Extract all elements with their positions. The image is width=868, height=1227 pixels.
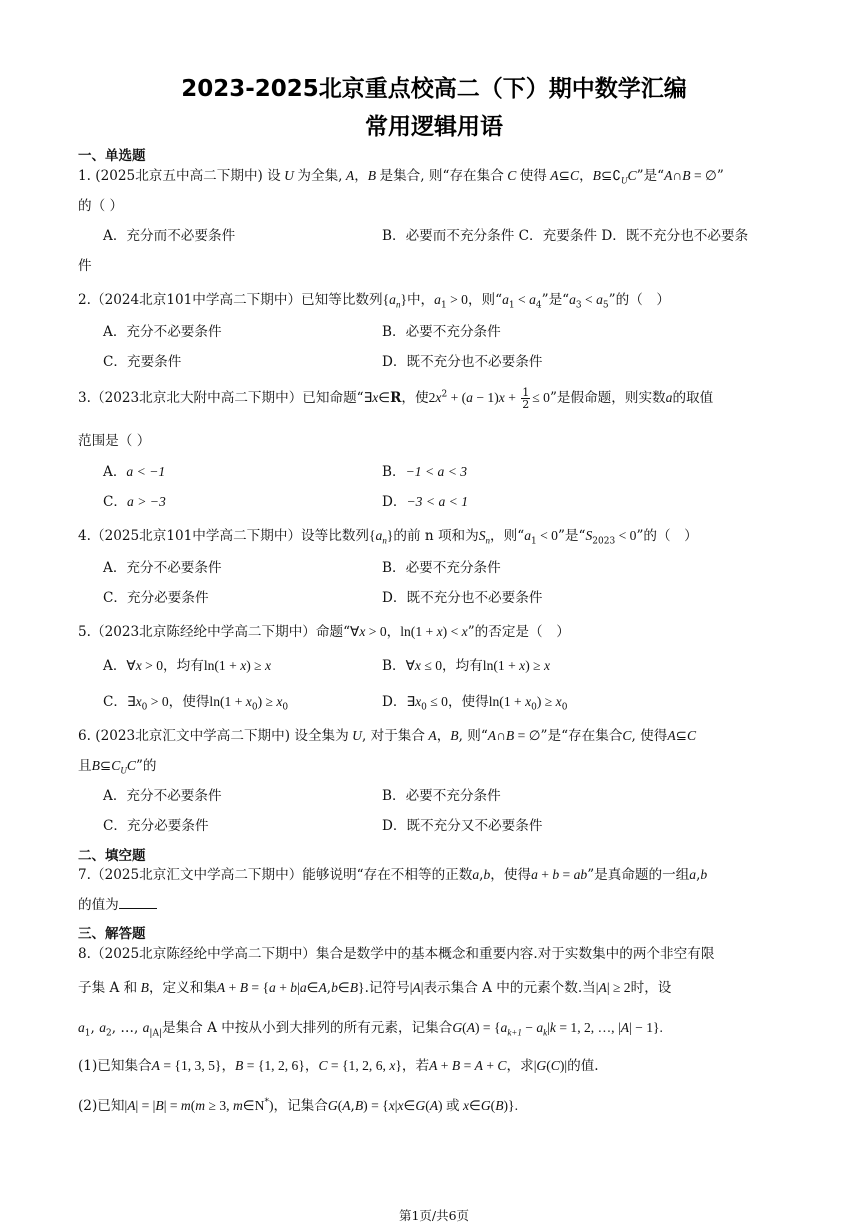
text: 时，设 bbox=[630, 980, 672, 996]
question-3-option-c bbox=[103, 490, 166, 510]
text: ，定义和集 bbox=[148, 980, 217, 996]
question-6-option-b: B．必要不充分条件 bbox=[382, 788, 501, 804]
text: (2)已知 bbox=[78, 1098, 125, 1114]
question-5-option-a: A．∀x > 0，均有ln(1 + x) ≥ x bbox=[103, 658, 272, 674]
text: ， bbox=[304, 1058, 319, 1074]
text: ，记集合 bbox=[273, 1098, 328, 1114]
question-1-line2: 的（ ） bbox=[78, 198, 124, 214]
text: 为全集, bbox=[297, 168, 343, 184]
text: B． bbox=[382, 658, 406, 674]
text: ，使得 bbox=[490, 867, 532, 883]
text: ，若 bbox=[401, 1058, 430, 1074]
text: ”的否定是（ ） bbox=[467, 624, 570, 640]
document-title: 2023-2025北京重点校高二（下）期中数学汇编 bbox=[181, 76, 687, 102]
question-4-stem: 4.（2025北京101中学高二下期中）设等比数列$\{a_n\}$的前 n 项和为$S_n$，则“$a_1 < 0$”是“$S_{2023} < 0$”的（ ） bbox=[78, 528, 698, 547]
text: a < −1 bbox=[126, 464, 166, 479]
text: ，则“ bbox=[467, 292, 503, 308]
text: ，均有 bbox=[163, 658, 204, 674]
text: A． bbox=[103, 464, 127, 480]
text: B． bbox=[382, 464, 406, 480]
question-1-option-a: A．充分而不必要条件 bbox=[103, 228, 236, 244]
page-footer: 第1页/共6页 bbox=[398, 1208, 470, 1223]
text: 中， bbox=[406, 292, 435, 308]
question-7-line2 bbox=[78, 893, 798, 913]
fraction-one-half: $\frac{1}{2}$ bbox=[522, 386, 530, 411]
text: 2.（2024北京101中学高二下期中）已知等比数列 bbox=[78, 292, 383, 308]
question-3-line2: 范围是（ ） bbox=[78, 433, 151, 449]
question-5-option-c: C．$\exists x_0 > 0$，使得$\ln(1 + x_0) \ge x_0$ bbox=[103, 694, 289, 713]
question-5-stem: 5.（2023北京陈经纶中学高二下期中）命题“∀x > 0，ln(1 + x) < x”的否定是（ ） bbox=[78, 624, 570, 640]
text: ”的（ ） bbox=[636, 528, 698, 544]
text: 5.（2023北京陈经纶中学高二下期中）命题“ bbox=[78, 624, 351, 640]
text: ，则“ bbox=[490, 528, 525, 544]
text: ，使得 bbox=[168, 694, 210, 710]
text: ，使 bbox=[401, 390, 429, 406]
text: ， bbox=[221, 1058, 236, 1074]
text: 6. (2023北京汇文中学高二下期中) 设全集为 bbox=[78, 728, 349, 744]
text: ”是假命题，则实数 bbox=[549, 390, 666, 406]
text: 的值. bbox=[567, 1058, 599, 1074]
question-4-option-c: C．充分必要条件 bbox=[103, 590, 209, 606]
text: 的值为 bbox=[78, 897, 119, 913]
text: 的前 n 项和为 bbox=[393, 528, 479, 544]
text: 1. (2025北京五中高二下期中) 设 bbox=[78, 168, 281, 184]
text: , 使得 bbox=[631, 728, 668, 744]
section-heading-fill-blank: 二、填空题 bbox=[78, 848, 146, 864]
question-1-option-wrap: 件 bbox=[78, 258, 92, 274]
question-4-option-a: A．充分不必要条件 bbox=[103, 560, 222, 576]
text: D． bbox=[382, 494, 407, 510]
question-6-option-c: C．充分必要条件 bbox=[103, 818, 209, 834]
text: 是集合, 则“存在集合 bbox=[379, 168, 504, 184]
text: −1 < a < 3 bbox=[405, 464, 468, 479]
question-3-option-d bbox=[382, 490, 468, 510]
section-heading-single-choice: 一、单选题 bbox=[78, 148, 146, 164]
text: ”是真命题的一组 bbox=[587, 867, 690, 883]
question-2-option-c: C．充要条件 bbox=[103, 354, 182, 370]
question-3-stem: 3.（2023北京北大附中高二下期中）已知命题“∃x∈R，使$2x^2 + (a - 1)x$ + $\frac{1}{2}$ ≤ 0”是假命题，则实数a的取值 bbox=[78, 386, 714, 411]
question-5-option-d: D．$\exists x_0 \le 0$，使得$\ln(1 + x_0) \ge x_0$ bbox=[382, 694, 568, 713]
question-4-option-b: B．必要不充分条件 bbox=[382, 560, 501, 576]
text: C． bbox=[103, 494, 127, 510]
question-7-stem: 7.（2025北京汇文中学高二下期中）能够说明“存在不相等的正数a,b，使得a + b = ab”是真命题的一组a,b bbox=[78, 867, 708, 883]
question-3-option-a bbox=[103, 460, 165, 480]
text: 是集合 A 中按从小到大排列的所有元素，记集合 bbox=[161, 1020, 453, 1036]
text: D． bbox=[382, 694, 407, 710]
question-2-option-a: A．充分不必要条件 bbox=[103, 324, 222, 340]
text: , 则“ bbox=[458, 728, 488, 744]
text: ” bbox=[716, 168, 724, 184]
question-3-option-b bbox=[382, 460, 467, 480]
text: ”是“ bbox=[541, 292, 570, 308]
text: ”是“ bbox=[557, 528, 586, 544]
section-heading-solution: 三、解答题 bbox=[78, 926, 146, 942]
text: ，均有 bbox=[442, 658, 483, 674]
question-6-option-d: D．既不充分又不必要条件 bbox=[382, 818, 543, 834]
text: 子集 A 和 bbox=[78, 980, 138, 996]
text: 且 bbox=[78, 758, 92, 774]
text: 的取值 bbox=[672, 390, 714, 406]
question-2-stem: 2.（2024北京101中学高二下期中）已知等比数列$\{a_n\}$中，$a_1 > 0$，则“$a_1 < a_4$”是“$a_3 < a_5$”的（ ） bbox=[78, 292, 670, 311]
text: A． bbox=[103, 658, 127, 674]
question-8-part1: (1)已知集合A = {1, 3, 5}，B = {1, 2, 6}，C = {1, 2, 6, x}，若A + B = A + C，求|G(C)|的值. bbox=[78, 1058, 599, 1074]
question-4-option-d: D．既不充分也不必要条件 bbox=[382, 590, 543, 606]
question-6-option-a: A．充分不必要条件 bbox=[103, 788, 222, 804]
text: 表示集合 A 中的元素个数.当 bbox=[423, 980, 596, 996]
text: 使得 bbox=[519, 168, 547, 184]
question-1-stem: 1. (2025北京五中高二下期中) 设 U 为全集, A，B 是集合, 则“存在集合 C 使得 A⊆C，$B⊆∁_UC$”是“A∩B = ∅” bbox=[78, 168, 724, 186]
text: (1)已知集合 bbox=[78, 1058, 152, 1074]
question-8-line1: 8.（2025北京陈经纶中学高二下期中）集合是数学中的基本概念和重要内容.对于实数集中的两个非空有限 bbox=[78, 946, 715, 962]
question-5-option-b: B．∀x ≤ 0，均有ln(1 + x) ≥ x bbox=[382, 658, 551, 674]
text: ”是“存在集合 bbox=[540, 728, 623, 744]
text: ”是“ bbox=[636, 168, 665, 184]
question-6-line2: 且$B⊆C_UC$”的 bbox=[78, 758, 157, 776]
question-6-stem: 6. (2023北京汇文中学高二下期中) 设全集为 U, 对于集合 A，B, 则“A∩B = ∅”是“存在集合C, 使得A⊆C bbox=[78, 728, 697, 744]
text: ，使得 bbox=[447, 694, 489, 710]
text: ”的 bbox=[135, 758, 157, 774]
answer-blank[interactable] bbox=[119, 896, 157, 909]
text: 3.（2023北京北大附中高二下期中）已知命题“ bbox=[78, 390, 364, 406]
question-2-option-d: D．既不充分也不必要条件 bbox=[382, 354, 543, 370]
text: ”的（ ） bbox=[608, 292, 670, 308]
question-2-option-b: B．必要不充分条件 bbox=[382, 324, 501, 340]
question-8-line2: 子集 A 和 B，定义和集A + B = {a + b|a∈A,b∈B}.记符号|A|表示集合 A 中的元素个数.当|A| ≥ 2时，设 bbox=[78, 980, 672, 996]
text: −3 < a < 1 bbox=[406, 494, 469, 509]
text: ， bbox=[386, 624, 401, 640]
text: C． bbox=[103, 694, 127, 710]
question-8-line3: $a_1$, $a_2$, …, $a_{|A|}$是集合 A 中按从小到大排列的所有元素，记集合$G(A) = \{a_{k+1} - a_k|k = 1$, 2, …, |A| − 1}. bbox=[78, 1020, 663, 1039]
document-subtitle: 常用逻辑用语 bbox=[365, 114, 503, 140]
question-8-part2: (2)已知|A| = |B| = m(m ≥ 3, m∈N*)，记集合G(A,B) = {x|x∈G(A) 或 x∈G(B)}. bbox=[78, 1097, 518, 1114]
text: a > −3 bbox=[127, 494, 166, 509]
text: .记符号 bbox=[364, 980, 410, 996]
question-1-option-b: B．必要而不充分条件 C．充要条件 D．既不充分也不必要条 bbox=[382, 228, 749, 244]
text: ，求 bbox=[506, 1058, 534, 1074]
text: 7.（2025北京汇文中学高二下期中）能够说明“存在不相等的正数 bbox=[78, 867, 473, 883]
text: 4.（2025北京101中学高二下期中）设等比数列 bbox=[78, 528, 370, 544]
text: , 对于集合 bbox=[361, 728, 425, 744]
